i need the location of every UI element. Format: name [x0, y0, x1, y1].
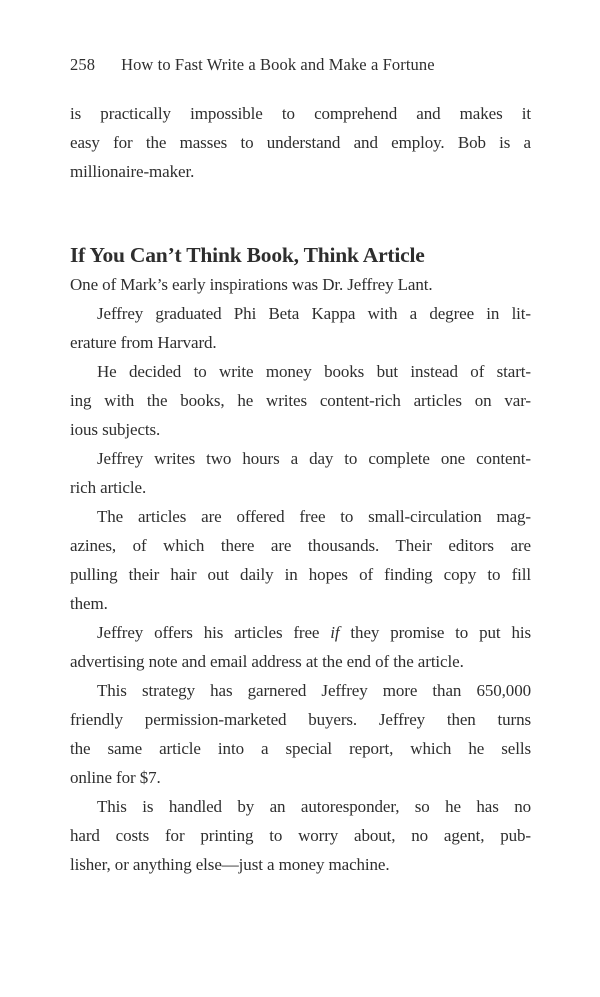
text-line: erature from Harvard.	[70, 333, 217, 352]
book-page	[0, 54, 600, 997]
paragraph	[70, 618, 531, 676]
text-line: online for $7.	[70, 768, 161, 787]
text-line: the same article into a special report, which he sells	[70, 739, 531, 758]
paragraph	[70, 792, 531, 879]
text-line: ing with the books, he writes content-rich articles on var-	[70, 391, 531, 410]
body-blocks	[70, 99, 531, 879]
text-line: advertising note and email address at the end of the article.	[70, 652, 464, 671]
text-line: This strategy has garnered Jeffrey more than 650,000	[97, 681, 531, 700]
italic-text: if	[330, 623, 340, 642]
text-line: millionaire-maker.	[70, 162, 195, 181]
text-line: The articles are offered free to small-circulation mag-	[97, 507, 531, 526]
text-line	[70, 618, 531, 647]
text-line: ious subjects.	[70, 420, 161, 439]
text-line: lisher, or anything else—just a money machine.	[70, 855, 390, 874]
page-number: 258	[70, 55, 96, 74]
paragraph	[70, 676, 531, 792]
section-heading: If You Can’t Think Book, Think Article	[70, 243, 425, 267]
text-line: pulling their hair out daily in hopes of finding copy to fill	[70, 565, 531, 584]
text-line: them.	[70, 594, 108, 613]
text-line: rich article.	[70, 478, 147, 497]
text-line: hard costs for printing to worry about, no agent, pub-	[70, 826, 531, 845]
text-line: azines, of which there are thousands. Their editors are	[70, 536, 531, 555]
text-line: is practically impossible to comprehend and makes it	[70, 104, 531, 123]
text-segment: Jeffrey offers his articles free	[97, 623, 331, 642]
text-line: Jeffrey graduated Phi Beta Kappa with a degree in lit-	[97, 304, 531, 323]
text-segment: they promise to put his	[339, 623, 531, 642]
paragraph	[70, 99, 531, 186]
text-line: easy for the masses to understand and employ. Bob is a	[70, 133, 531, 152]
paragraph	[70, 270, 531, 299]
text-line: Jeffrey writes two hours a day to complete one content-	[97, 449, 531, 468]
text-line: This is handled by an autoresponder, so he has no	[97, 797, 531, 816]
text-line: One of Mark’s early inspirations was Dr. Jeffrey Lant.	[70, 275, 433, 294]
page-header	[70, 54, 531, 76]
text-line: friendly permission-marketed buyers. Jeffrey then turns	[70, 710, 531, 729]
text-line: He decided to write money books but instead of start-	[97, 362, 531, 381]
paragraph	[70, 502, 531, 618]
paragraph	[70, 444, 531, 502]
paragraph	[70, 357, 531, 444]
running-title: How to Fast Write a Book and Make a Fortune	[121, 55, 435, 74]
paragraph	[70, 299, 531, 357]
